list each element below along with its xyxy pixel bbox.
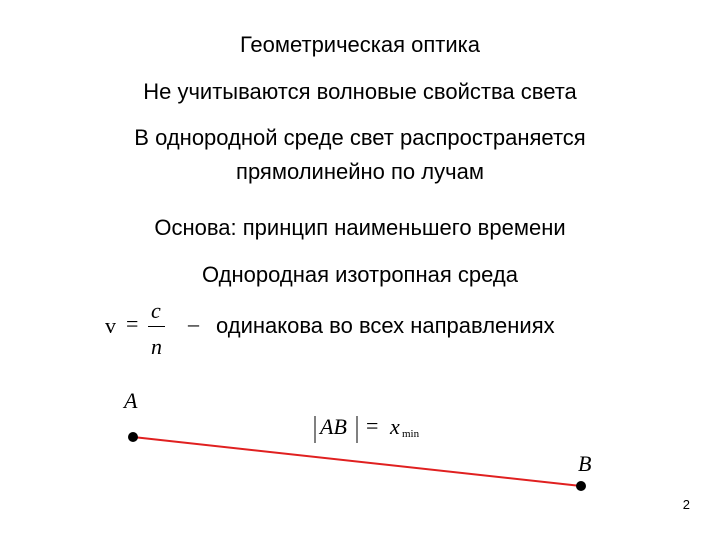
- statement-homogeneous-line1: В однородной среде свет распространяется: [134, 125, 586, 150]
- formula-denominator: n: [151, 334, 162, 359]
- point-b-label: B: [578, 451, 592, 476]
- formula-v: v: [105, 313, 116, 338]
- ray-line: [133, 437, 581, 486]
- slide-title: Геометрическая оптика: [239, 32, 481, 57]
- path-subscript: min: [402, 428, 420, 440]
- statement-principle: Основа: принцип наименьшего времени: [154, 215, 566, 240]
- path-equals: =: [366, 413, 379, 438]
- statement-homogeneous-line2: прямолинейно по лучам: [236, 159, 484, 184]
- page-number: 2: [682, 497, 690, 512]
- path-x: x: [390, 414, 400, 439]
- path-label: AB: [320, 414, 347, 439]
- statement-wave-properties: Не учитываются волновые свойства света: [143, 79, 577, 104]
- point-b-dot: [576, 481, 586, 491]
- statement-isotropic-medium: Однородная изотропная среда: [202, 262, 518, 287]
- formula-numerator: c: [151, 298, 161, 323]
- point-a-dot: [128, 432, 138, 442]
- formula-dash: –: [188, 311, 199, 336]
- formula-text: одинакова во всех направлениях: [216, 313, 555, 338]
- formula-equals: =: [126, 311, 139, 336]
- point-a-label: A: [124, 388, 138, 413]
